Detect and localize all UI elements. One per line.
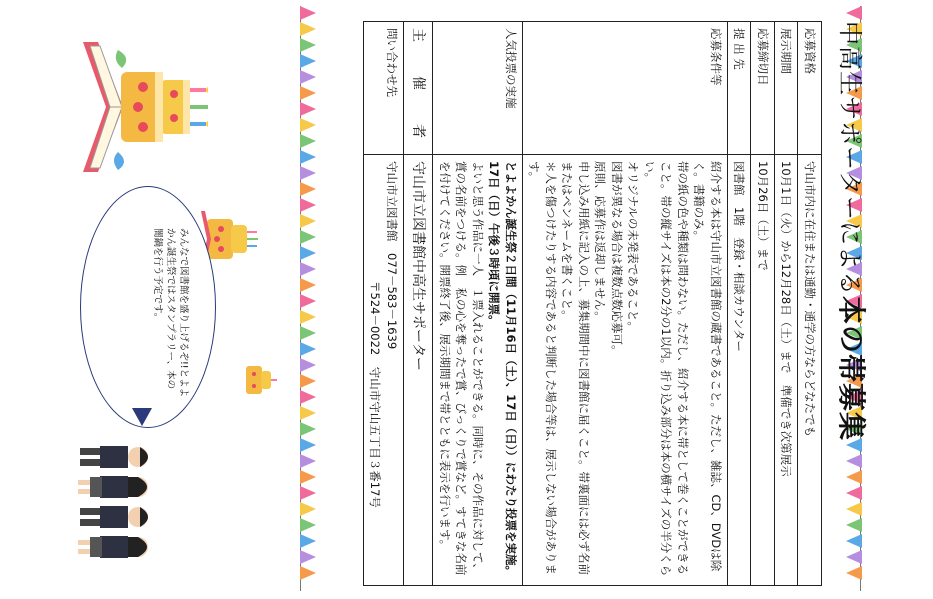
row-label: 人気投票の実施: [433, 22, 523, 155]
row-line: 守山市内に在住または通勤・通学の方ならどなたでも: [803, 161, 817, 437]
row-value: [798, 155, 822, 586]
row-value: [523, 155, 728, 586]
table-row: [523, 22, 728, 586]
bunting-left: [300, 6, 316, 580]
row-label: 応募締切日: [751, 22, 775, 155]
bunting-flag: [300, 534, 316, 548]
bunting-flag: [300, 54, 316, 68]
bunting-flag: [300, 518, 316, 532]
bunting-flag: [300, 438, 316, 452]
row-value: [728, 155, 752, 586]
bunting-flag: [300, 566, 316, 580]
row-line: 帯の紙の色や種類は問わない。ただし、紹介する本に帯として巻くことができること。帯の縦サイズは本の2分の1以内。折り込み部分は本の横サイズの半分くらい。: [643, 161, 690, 577]
bunting-flag: [300, 38, 316, 52]
row-value: [433, 155, 523, 586]
table-row: [751, 22, 775, 586]
row-line-bold: とよよかん誕生祭２日間（11月16日（土）、17日（日））にわたり投票を実施。17日（日）午後３時頃に開票。: [487, 161, 518, 578]
row-line: 図書館 1階 登録・相談カウンター: [732, 161, 747, 352]
bunting-flag: [300, 326, 316, 340]
bunting-flag: [300, 22, 316, 36]
table-row: [364, 22, 404, 586]
contact-address: 〒524－0022 守山市守山五丁目３番17号: [368, 281, 383, 508]
bunting-flag: [300, 262, 316, 276]
row-line: よいと思う作品に一人 １票入れることができる。同時に、その作品に対して、賞の名前をつける。例 私の心を奪ったで賞、びっくりで賞など。すてきな名前を付けてください。開票終了後、展示期間まで帯とともに表示を行います。: [438, 161, 485, 576]
bunting-flag: [300, 182, 316, 196]
table-row: [728, 22, 752, 586]
row-line: 10月26日（土）まで: [756, 161, 770, 271]
bunting-flag: [300, 150, 316, 164]
bunting-flag: [300, 86, 316, 100]
bunting-flag: [300, 502, 316, 516]
bunting-flag: [300, 118, 316, 132]
bunting-flag: [300, 390, 316, 404]
organizer-name: 守山市立図書館中高生サポーター: [404, 155, 434, 586]
row-value: [364, 155, 404, 586]
row-line: ＊人を傷つけたりする内容であると判断した場合等は、展示しない場合があります。: [527, 161, 558, 575]
book-cake-illustration: [58, 22, 208, 192]
flyer-sheet: [343, 9, 877, 587]
tiny-cake-illustration: [240, 360, 280, 400]
bunting-flag: [300, 166, 316, 180]
bunting-flag: [300, 342, 316, 356]
row-line: オリジナルの未発表であること。: [626, 161, 641, 333]
info-table: [363, 21, 822, 586]
bunting-flag: [300, 422, 316, 436]
contact-phone: 守山市立図書館 077－583－1639: [385, 161, 399, 350]
bunting-flag: [300, 214, 316, 228]
table-row: [775, 22, 799, 586]
bunting-flag: [300, 246, 316, 260]
bunting-flag: [300, 230, 316, 244]
bunting-flag: [300, 198, 316, 212]
bunting-flag: [300, 6, 316, 20]
bunting-flag: [300, 310, 316, 324]
row-label: 展示期間: [775, 22, 799, 155]
bunting-flag: [300, 358, 316, 372]
row-label: 問い合わせ先: [364, 22, 404, 155]
students-illustration: [78, 438, 158, 568]
title-prefix: 中高生サポーターによる: [836, 21, 865, 296]
table-row: [404, 22, 434, 586]
bunting-flag: [300, 550, 316, 564]
bunting-flag: [300, 406, 316, 420]
row-line: 図書が異なる場合は複数点数応募可。: [610, 161, 624, 357]
row-label: 主 催 者: [404, 22, 434, 155]
title-main: 本の帯募集: [835, 296, 868, 442]
table-row: [433, 22, 523, 586]
speech-bubble-text: みんなで図書館を盛り上げるぞ!!とよよかん誕生祭ではスタンプラリー、本の闇鍋を行う予定です。: [152, 228, 189, 398]
row-line: 原則、応募作は返却しません。: [593, 161, 608, 323]
bunting-flag: [300, 374, 316, 388]
bunting-flag: [300, 470, 316, 484]
row-label: 応募資格: [798, 22, 822, 155]
row-label: 応募条件等: [523, 22, 728, 155]
row-value: [751, 155, 775, 586]
bunting-flag: [300, 454, 316, 468]
row-line: 紹介する本は守山市立図書館の蔵書であること。ただし、雑誌、CD、DVDは除く。書籍のみ。: [692, 161, 723, 572]
bunting-flag: [300, 70, 316, 84]
row-line: 申し込み用紙に記入の上、募集期間中に図書館に届くこと。帯裏面には必ず名前またはペンネームを書くこと。: [560, 161, 591, 575]
bunting-flag: [300, 486, 316, 500]
page-title: [829, 21, 877, 441]
bunting-flag: [300, 294, 316, 308]
speech-bubble-tail: [132, 408, 152, 426]
table-row: [798, 22, 822, 586]
bunting-flag: [300, 134, 316, 148]
bunting-flag: [300, 278, 316, 292]
row-label: 提 出 先: [728, 22, 752, 155]
bunting-flag: [300, 102, 316, 116]
row-value: [775, 155, 799, 586]
row-line: 10月1日（火）から12月28日（土）まで 準備でき次第展示: [779, 161, 794, 477]
